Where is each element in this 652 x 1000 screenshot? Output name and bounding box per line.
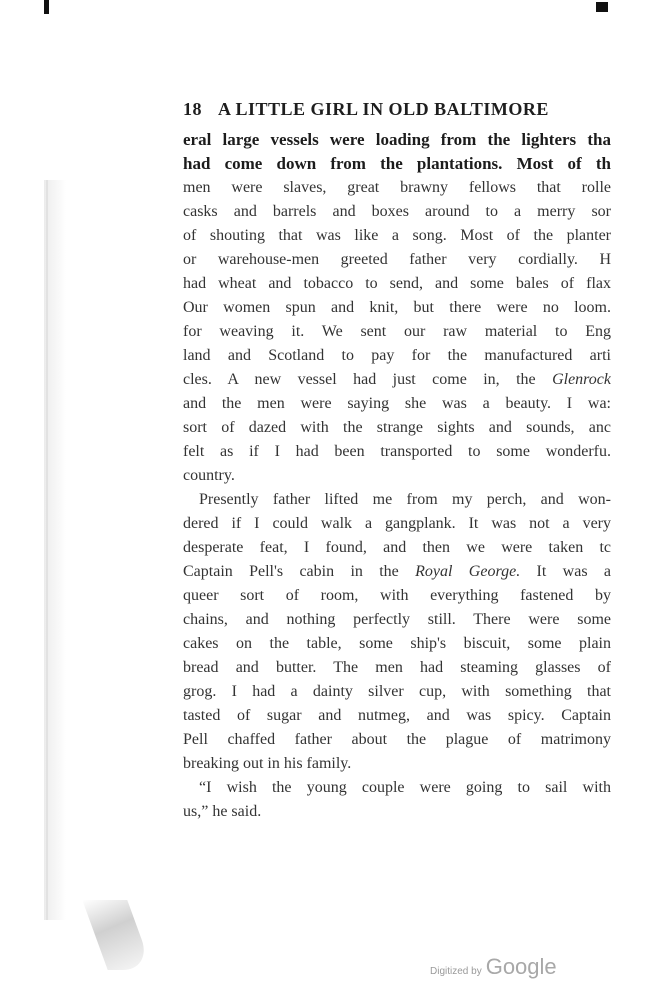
running-head [183,99,603,123]
text-line [183,488,611,512]
text-line-content: men were slaves, great brawny fellows that rolle [183,179,611,196]
text-line-content: country. [183,467,235,484]
text-line [183,776,611,800]
scan-corner-mark-left [44,0,49,14]
text-line [183,320,611,344]
scan-corner-mark-right [596,2,608,12]
text-line [183,392,611,416]
italic-ship-name: Glenrock [552,371,611,388]
digitized-by-watermark [430,954,580,982]
text-line-content: casks and barrels and boxes around to a merry sor [183,203,611,220]
text-line [183,656,611,680]
text-line-continuation: It was a [520,563,611,580]
text-line [183,632,611,656]
text-line [183,296,611,320]
text-line-content: or warehouse-men greeted father very cordially. H [183,251,611,268]
text-line-content: desperate feat, I found, and then we were taken tc [183,539,611,556]
running-title: A LITTLE GIRL IN OLD BALTIMORE [218,99,549,119]
text-line [183,152,611,176]
text-line [183,272,611,296]
text-line-content: Presently father lifted me from my perch, and won- [199,491,611,508]
google-logo: Google [485,954,557,979]
text-line-content: bread and butter. The men had steaming glasses of [183,659,611,676]
text-line [183,128,611,152]
page-number: 18 [183,99,202,119]
text-line-content: for weaving it. We sent our raw material to Eng [183,323,611,340]
text-line-content: breaking out in his family. [183,755,352,772]
text-line [183,176,611,200]
text-line-content: felt as if I had been transported to some wonderfu. [183,443,611,460]
text-line [183,464,611,488]
digitized-label: Digitized by [430,966,482,977]
text-line [183,800,611,824]
text-line [183,224,611,248]
text-line-content: Captain Pell's cabin in the [183,563,416,580]
text-line-content: Our women spun and knit, but there were no loom. [183,299,611,316]
text-line-content: had come down from the plantations. Most of th [183,154,611,173]
text-line [183,584,611,608]
text-line-content: and the men were saying she was a beauty. I wa: [183,395,611,412]
text-line-content: sort of dazed with the strange sights and sounds, anc [183,419,611,436]
text-line [183,248,611,272]
text-line-content: cakes on the table, some ship's biscuit, some plain [183,635,611,652]
text-line [183,752,611,776]
text-line [183,200,611,224]
text-line [183,536,611,560]
text-line-content: eral large vessels were loading from the lighters tha [183,130,611,149]
text-line-content: Pell chaffed father about the plague of matrimony [183,731,611,748]
text-line-content: cles. A new vessel had just come in, the [183,371,553,388]
text-line-content: grog. I had a dainty silver cup, with something that [183,683,611,700]
italic-ship-name: Royal George. [415,563,521,580]
text-line [183,728,611,752]
text-line [183,512,611,536]
text-line [183,704,611,728]
text-line [183,680,611,704]
text-line-content: had wheat and tobacco to send, and some bales of flax [183,275,611,292]
text-line-content: tasted of sugar and nutmeg, and was spicy. Captain [183,707,611,724]
text-line-content: of shouting that was like a song. Most of the planter [183,227,611,244]
body-text [183,128,611,848]
text-line-content: chains, and nothing perfectly still. There were some [183,611,611,628]
page-curl-shadow [82,900,152,970]
text-line-content: dered if I could walk a gangplank. It was not a very [183,515,611,532]
text-line-content: queer sort of room, with everything fastened by [183,587,611,604]
text-line [183,608,611,632]
text-line [183,368,611,392]
text-line-content: land and Scotland to pay for the manufactured arti [183,347,611,364]
text-line [183,416,611,440]
text-line [183,440,611,464]
text-line [183,560,611,584]
text-line-content: “I wish the young couple were going to sail with [199,779,611,796]
text-line [183,344,611,368]
text-line-content: us,” he said. [183,803,262,820]
book-gutter-edge [46,180,48,920]
